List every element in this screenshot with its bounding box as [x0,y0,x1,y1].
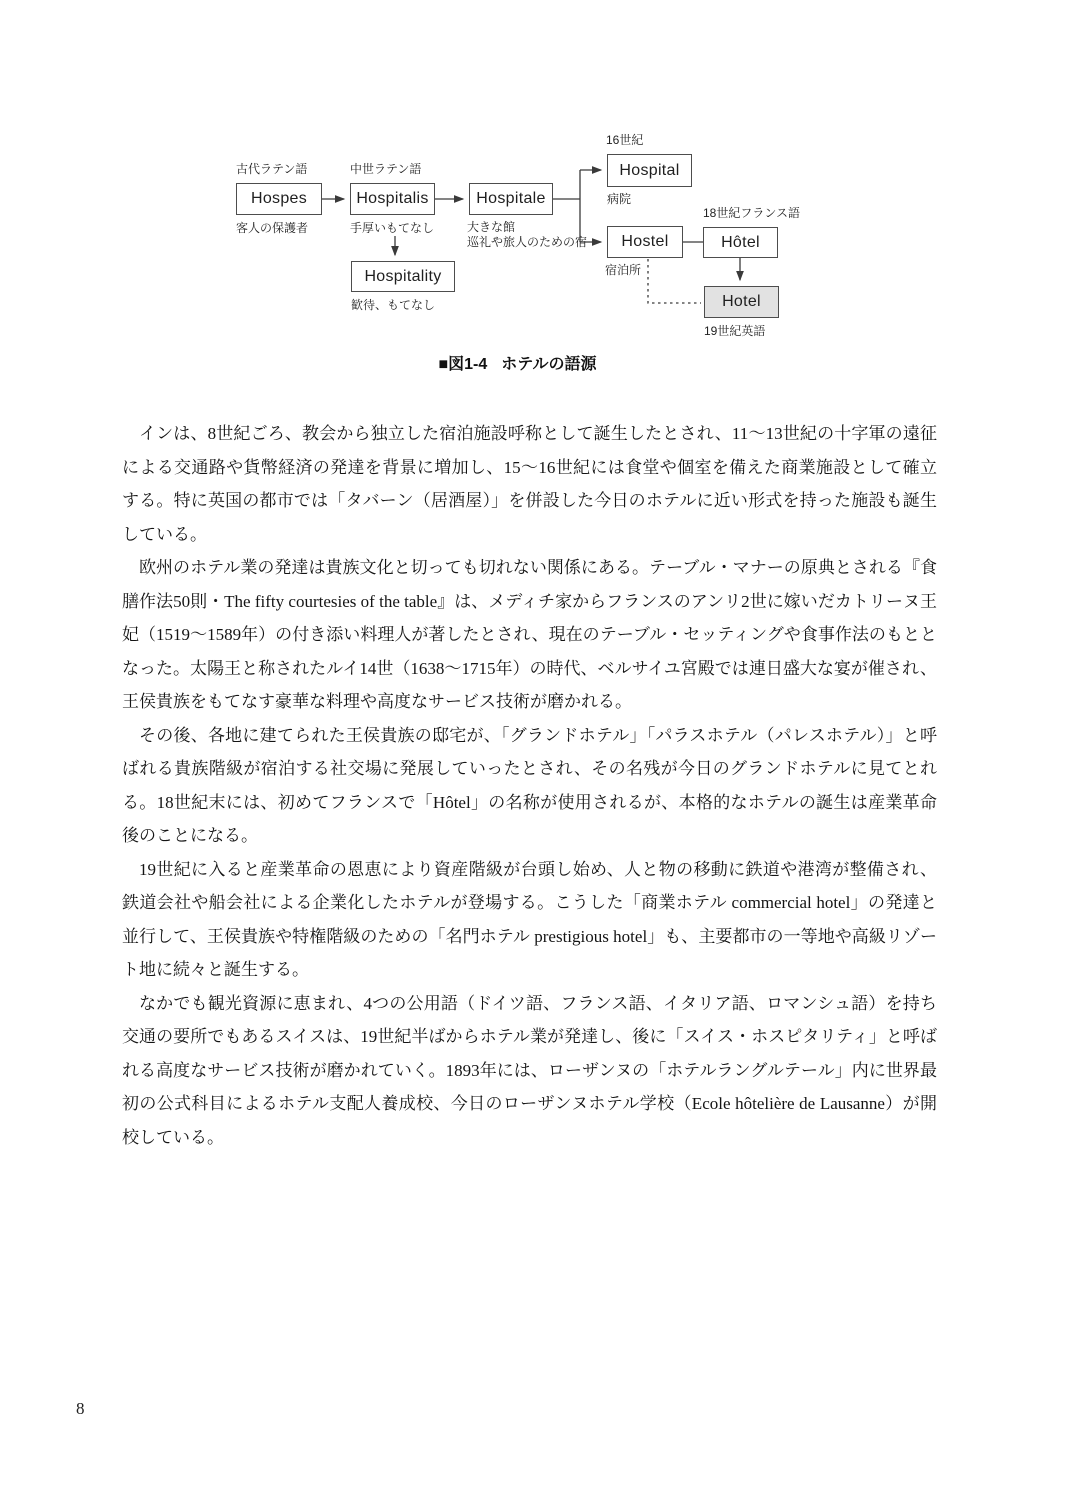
note-hospitale-line2: 巡礼や旅人のための宿 [467,235,588,249]
paragraph-industrial-revolution: 19世紀に入ると産業革命の恩恵により資産階級が台頭し始め、人と物の移動に鉄道や港湾が整備され、鉄道会社や船会社による企業化したホテルが登場する。こうした「商業ホテル commercial hotel」の発達と並行して、王侯貴族や特権階級のための「名門ホテル prestigious hotel」も、主要都市の一等地や高級リゾート地に続々と誕生する。 [122,859,937,979]
node-hotel-french: Hôtel [703,227,778,258]
figure-caption-title: ホテルの語源 [501,356,597,373]
note-18th-century-french: 18世紀フランス語 [703,206,800,220]
etymology-diagram [0,0,1065,350]
node-hospitale: Hospitale [469,183,553,215]
note-hospitalis-meaning: 手厚いもてなし [350,221,435,235]
paragraph-grand-hotel: その後、各地に建てられた王侯貴族の邸宅が、「グランドホテル」「パラスホテル（パレスホテル）」と呼ばれる貴族階級が宿泊する社交場に発展していったとされ、その名残が今日のグランドホテルに見てとれる。18世紀末には、初めてフランスで「Hôtel」の名称が使用されるが、本格的なホテルの誕生は産業革命後のことになる。 [122,725,937,845]
note-ancient-latin: 古代ラテン語 [236,162,308,176]
figure-caption [0,351,1035,374]
note-hostel-meaning: 宿泊所 [605,263,642,277]
node-hospitality: Hospitality [351,261,455,292]
node-hotel-english: Hotel [704,286,779,318]
note-hospes-meaning: 客人の保護者 [236,221,309,235]
note-19th-century-english: 19世紀英語 [704,324,766,338]
paragraph-switzerland: なかでも観光資源に恵まれ、4つの公用語（ドイツ語、フランス語、イタリア語、ロマンシュ語）を持ち交通の要所でもあるスイスは、19世紀半ばからホテル業が発達し、後に「スイス・ホスピタリティ」と呼ばれる高度なサービス技術が磨かれていく。1893年には、ローザンヌの「ホテルラングルテール」内に世界最初の公式科目によるホテル支配人養成校、今日のローザンヌホテル学校（Ecole hôtelière de Lausanne）が開校している。 [122,993,938,1147]
note-hospitality-meaning: 歓待、もてなし [351,298,436,312]
note-16th-century: 16世紀 [606,133,644,147]
node-hostel: Hostel [607,226,683,258]
body-text [122,417,937,1154]
note-hospitale-line1: 大きな館 [467,220,516,234]
node-hospes: Hospes [236,183,322,215]
node-hospital: Hospital [607,154,692,187]
figure-caption-marker-icon: ■ [438,356,449,373]
paragraph-inn-origin: インは、8世紀ごろ、教会から独立した宿泊施設呼称として誕生したとされ、11～13世紀の十字軍の遠征による交通路や貨幣経済の発達を背景に増加し、15～16世紀には食堂や個室を備えた商業施設として確立する。特に英国の都市では「タバーン（居酒屋）」を併設した今日のホテルに近い形式を持った施設も誕生している。 [122,424,937,544]
diagram-connector-lines [0,0,1065,350]
note-hospital-meaning: 病院 [607,192,632,206]
paragraph-aristocratic-culture: 欧州のホテル業の発達は貴族文化と切っても切れない関係にある。テーブル・マナーの原典とされる『食膳作法50則・The fifty courtesies of the table』は、メディチ家からフランスのアンリ2世に嫁いだカトリーヌ王妃（1519～1589年）の付き添い料理人が著したとされ、現在のテーブル・セッティングや食事作法のもととなった。太陽王と称されたルイ14世（1638～1715年）の時代、ベルサイユ宮殿では連日盛大な宴が催され、王侯貴族をもてなす豪華な料理や高度なサービス技術が磨かれる。 [122,558,937,711]
note-hospitale-meaning [467,220,587,250]
note-medieval-latin: 中世ラテン語 [350,162,422,176]
figure-caption-label: 図1-4 [448,356,488,373]
page-number: 8 [76,1399,85,1418]
node-hospitalis: Hospitalis [350,183,435,215]
